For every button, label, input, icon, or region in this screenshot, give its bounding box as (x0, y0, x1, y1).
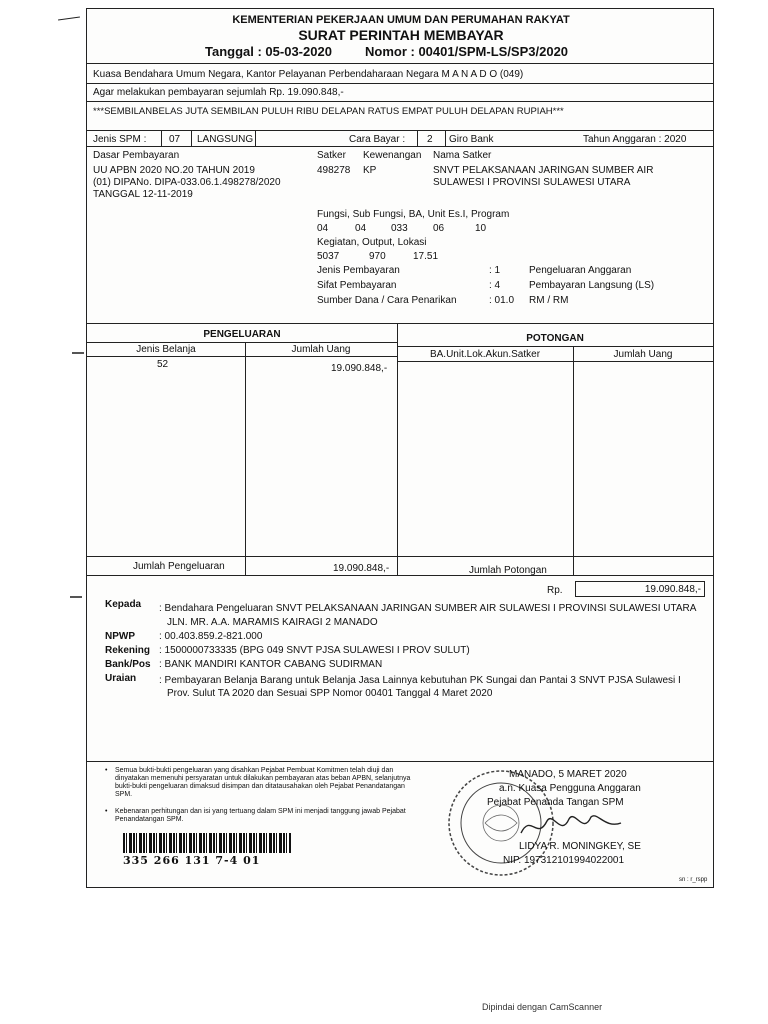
dasar-line: TANGGAL 12-11-2019 (93, 189, 193, 200)
jenis-spm-value: LANGSUNG (197, 134, 254, 145)
signatory-name: LIDYA R. MONINGKEY, SE (519, 841, 641, 852)
satker-header: Satker (317, 150, 346, 161)
scanner-footer: Dipindai dengan CamScanner (482, 1002, 603, 1012)
potongan-header: POTONGAN (526, 333, 584, 344)
rp-label: Rp. (547, 585, 563, 596)
fungsi-label: Fungsi, Sub Fungsi, BA, Unit Es.I, Program (317, 209, 510, 220)
barcode-number: 335 266 131 7-4 01 (123, 854, 261, 867)
kegiatan-label: Kegiatan, Output, Lokasi (317, 237, 427, 248)
fungsi-value: 10 (475, 223, 487, 234)
col-jumlah-uang: Jumlah Uang (291, 344, 351, 355)
document-number: Nomor : 00401/SPM-LS/SP3/2020 (365, 44, 569, 59)
divider (87, 63, 713, 64)
cara-bayar-code: 2 (427, 134, 433, 145)
amount-line: Agar melakukan pembayaran sejumlah Rp. 19.090.848,- (93, 87, 344, 98)
pengeluaran-header: PENGELUARAN (203, 329, 281, 340)
satker-name: SULAWESI I PROVINSI SULAWESI UTARA (433, 177, 631, 188)
signature-place-date: MANADO, 5 MARET 2020 (509, 769, 627, 780)
jumlah-pengeluaran-label: Jumlah Pengeluaran (133, 561, 225, 572)
rekening-value: : 1500000733335 (BPG 049 SNVT PJSA SULAWESI I PROV SULUT) (159, 645, 470, 656)
cara-bayar-label: Cara Bayar : (349, 134, 406, 145)
divider (87, 761, 713, 762)
handwritten-signature (517, 807, 627, 843)
dasar-line: UU APBN 2020 NO.20 TAHUN 2019 (93, 165, 255, 176)
rekening-label: Rekening (105, 645, 151, 656)
jenis-pembayaran-code: : 1 (489, 265, 501, 276)
uraian-value: : Pembayaran Belanja Barang untuk Belanja Jasa Lainnya kebutuhan PK Sungai dan Pantai 3 SNVT PJSA Sulawesi I (159, 675, 681, 686)
cell-border (161, 130, 162, 146)
fungsi-value: 033 (391, 223, 408, 234)
divider (397, 361, 713, 362)
col-jumlah-uang-potongan: Jumlah Uang (613, 349, 673, 360)
cell-border (255, 130, 256, 146)
rp-total-value: 19.090.848,- (644, 584, 701, 595)
kepada-label: Kepada (105, 599, 142, 610)
cell-border (417, 130, 418, 146)
jenis-pembayaran-value: Pengeluaran Anggaran (529, 265, 632, 276)
sifat-pembayaran-label: Sifat Pembayaran (317, 280, 397, 291)
nama-satker-header: Nama Satker (433, 150, 492, 161)
fungsi-value: 04 (355, 223, 367, 234)
document-title: SURAT PERINTAH MEMBAYAR (298, 27, 504, 43)
signature-role: a.n. Kuasa Pengguna Anggaran (499, 783, 641, 794)
sumber-dana-code: : 01.0 (489, 295, 515, 306)
divider (87, 83, 713, 84)
sifat-pembayaran-value: Pembayaran Langsung (LS) (529, 280, 655, 291)
tahun-anggaran: Tahun Anggaran : 2020 (583, 134, 687, 145)
kewenangan-header: Kewenangan (363, 150, 422, 161)
kuasa-line: Kuasa Bendahara Umum Negara, Kantor Pelayanan Perbendaharaan Negara M A N A D O (049) (93, 69, 524, 80)
jenis-spm-code: 07 (169, 134, 181, 145)
scan-mark (72, 352, 84, 354)
npwp-value: : 00.403.859.2-821.000 (159, 631, 263, 642)
column-border (245, 342, 246, 575)
scan-mark (70, 596, 82, 598)
fungsi-value: 04 (317, 223, 329, 234)
sifat-pembayaran-code: : 4 (489, 280, 501, 291)
cell-border (445, 130, 446, 146)
divider (87, 342, 397, 343)
bank-value: : BANK MANDIRI KANTOR CABANG SUDIRMAN (159, 659, 383, 670)
divider (87, 356, 397, 357)
jenis-pembayaran-label: Jenis Pembayaran (317, 265, 400, 276)
kepada-value: : Bendahara Pengeluaran SNVT PELAKSANAAN JARINGAN SUMBER AIR SULAWESI I PROVINSI SULAWESI UTARA (159, 603, 697, 614)
row-jenis-belanja: 52 (157, 359, 169, 370)
divider (87, 323, 713, 324)
jumlah-pengeluaran-value: 19.090.848,- (333, 563, 390, 574)
jumlah-potongan-label: Jumlah Potongan (469, 565, 547, 576)
signature-role: Pejabat Penanda Tangan SPM (487, 797, 624, 808)
divider (87, 146, 713, 147)
fungsi-value: 06 (433, 223, 445, 234)
kegiatan-value: 17.51 (413, 251, 439, 262)
satker-kewenangan: KP (363, 165, 377, 176)
document-date: Tanggal : 05-03-2020 (205, 44, 332, 59)
col-jenis-belanja: Jenis Belanja (136, 344, 196, 355)
npwp-label: NPWP (105, 631, 135, 642)
kegiatan-value: 970 (369, 251, 386, 262)
divider (87, 556, 713, 557)
jenis-spm-label: Jenis SPM : (93, 134, 147, 145)
ministry-name: KEMENTERIAN PEKERJAAN UMUM DAN PERUMAHAN RAKYAT (232, 14, 570, 26)
kepada-address: JLN. MR. A.A. MARAMIS KAIRAGI 2 MANADO (167, 617, 378, 628)
uraian-value: Prov. Sulut TA 2020 dan Sesuai SPP Nomor 00401 Tanggal 4 Maret 2020 (167, 688, 493, 699)
satker-code: 498278 (317, 165, 351, 176)
column-border (573, 346, 574, 575)
sumber-dana-label: Sumber Dana / Cara Penarikan (317, 295, 457, 306)
col-ba-unit: BA.Unit.Lok.Akun.Satker (429, 349, 541, 360)
note-text: Kebenaran perhitungan dan isi yang tertuang dalam SPM ini menjadi tanggung jawab Pejabat Penandatangan SPM. (115, 808, 406, 823)
amount-in-words: ***SEMBILANBELAS JUTA SEMBILAN PULUH RIBU DELAPAN RATUS EMPAT PULUH DELAPAN RUPIAH*** (93, 106, 564, 117)
divider (87, 130, 713, 131)
cell-border (191, 130, 192, 146)
row-jumlah-uang: 19.090.848,- (331, 363, 388, 374)
dasar-line: (01) DIPANo. DIPA-033.06.1.498278/2020 (93, 177, 281, 188)
barcode (123, 833, 291, 853)
scan-mark (58, 16, 80, 20)
spm-document (86, 8, 714, 888)
dasar-label: Dasar Pembayaran (93, 150, 180, 161)
bank-label: Bank/Pos (105, 659, 151, 670)
divider (87, 101, 713, 102)
note-bullet: • (105, 808, 108, 815)
satker-name: SNVT PELAKSANAAN JARINGAN SUMBER AIR (433, 165, 654, 176)
divider (87, 575, 713, 576)
uraian-label: Uraian (105, 673, 137, 684)
note-text: Semua bukti-bukti pengeluaran yang disahkan Pejabat Pembuat Komitmen telah diuji dan dinyatakan memenuhi persyaratan untuk dilakukan pembayaran atas beban APBN, selanjutnya bukti-bukti pengeluaran dimaksud disimpan dan ditatausahakan oleh Pejabat Penandatangan SPM. (115, 767, 411, 798)
note-bullet: • (105, 767, 108, 774)
small-code: sn : r_rspp (679, 877, 708, 883)
cara-bayar-value: Giro Bank (449, 134, 494, 145)
divider (397, 346, 713, 347)
kegiatan-value: 5037 (317, 251, 340, 262)
sumber-dana-value: RM / RM (529, 295, 569, 306)
signatory-nip: NIP. 197312101994022001 (503, 855, 625, 866)
